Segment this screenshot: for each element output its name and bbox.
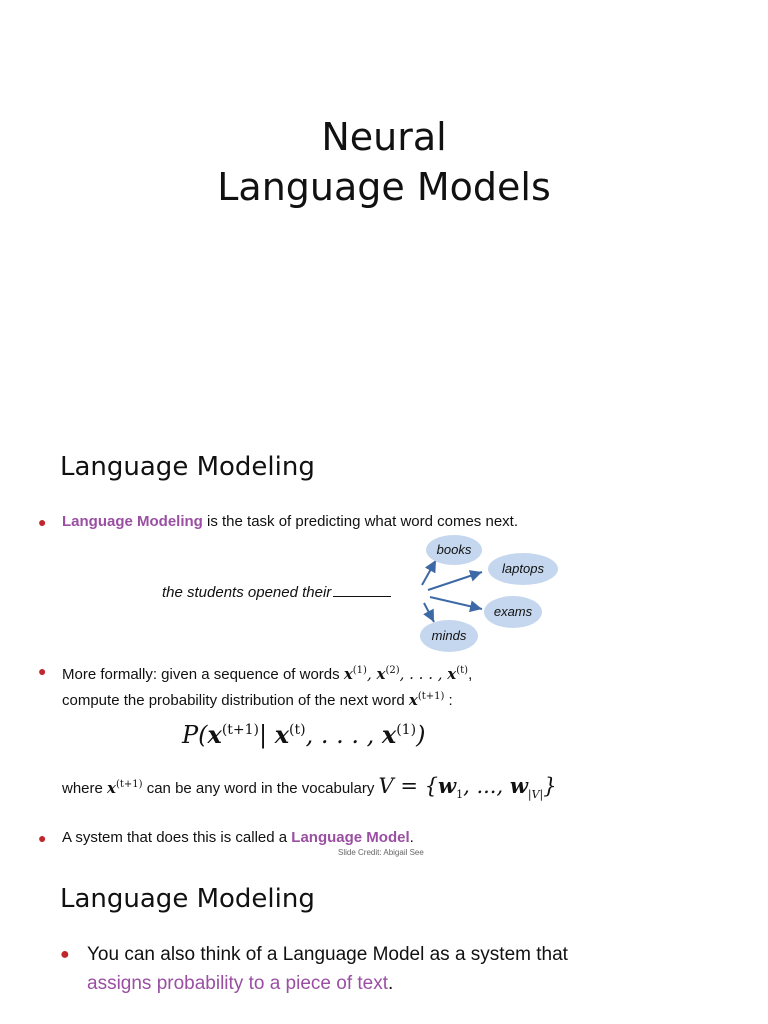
arrow-laptops bbox=[428, 572, 482, 590]
title-line-2: Language Models bbox=[217, 165, 551, 209]
slide-credit: Slide Credit: Abigail See bbox=[338, 848, 424, 857]
highlight-assigns-probability: assigns probability to a piece of text bbox=[87, 973, 389, 994]
title-line-1: Neural bbox=[321, 115, 447, 159]
vocabulary-math: $V = \{w_1$, ..., $w_{|V|}$} bbox=[378, 773, 557, 802]
bullet-assigns-text bbox=[87, 940, 660, 998]
formal-line1: More formally: given a sequence of words bbox=[62, 666, 344, 683]
arrow-books bbox=[422, 560, 436, 585]
slide2-heading: Language Modeling bbox=[60, 884, 315, 914]
definition-rest: is the task of predicting what word comes next. bbox=[202, 513, 518, 530]
arrow-minds bbox=[424, 603, 434, 622]
bullet-dot: ● bbox=[38, 514, 47, 530]
assigns-line1: You can also think of a Language Model as a system that bbox=[87, 944, 568, 965]
candidate-books: books bbox=[426, 535, 482, 565]
probability-formula: $P(x^{(t+1)}|$ $x^{(t)}$, . . . , $x^{(1)}$) bbox=[182, 720, 426, 749]
lm-prefix: A system that does this is called a bbox=[62, 829, 292, 846]
highlight-language-model: Language Model bbox=[291, 829, 410, 846]
bullet-language-model-text bbox=[62, 827, 598, 849]
highlight-language-modeling: Language Modeling bbox=[62, 513, 203, 530]
next-word-math-2: $x^{(t+1)}$ bbox=[107, 779, 143, 797]
candidate-exams: exams bbox=[484, 596, 542, 628]
arrow-exams bbox=[430, 597, 482, 609]
lm-suffix: . bbox=[409, 829, 414, 846]
where-middle: can be any word in the vocabulary bbox=[142, 780, 379, 797]
next-word-math: $x^{(t+1)}$ bbox=[408, 691, 445, 709]
bullet-formal-text: More formally: given a sequence of words $x^{(1)}$, $x^{(2)}$, . . . , $x^{(t)}$, compute the probability distribution of the next word $x^{(t+1)}$ : bbox=[62, 665, 473, 709]
sequence-math: $x^{(1)}$, $x^{(2)}$, . . . , $x^{(t)}$ bbox=[343, 665, 469, 683]
candidate-minds: minds bbox=[420, 620, 478, 652]
bullet-dot: ● bbox=[38, 830, 47, 846]
example-sentence-text: the students opened their bbox=[162, 584, 332, 601]
formal-line2: compute the probability distribution of the next word bbox=[62, 692, 409, 709]
candidate-laptops: laptops bbox=[488, 553, 558, 585]
slide1-heading: Language Modeling bbox=[60, 452, 315, 482]
vocabulary-line bbox=[62, 773, 557, 801]
assigns-suffix: . bbox=[388, 973, 394, 994]
bullet-dot: ● bbox=[60, 946, 70, 963]
bullet-dot: ● bbox=[38, 663, 47, 679]
where-prefix: where bbox=[62, 780, 108, 797]
